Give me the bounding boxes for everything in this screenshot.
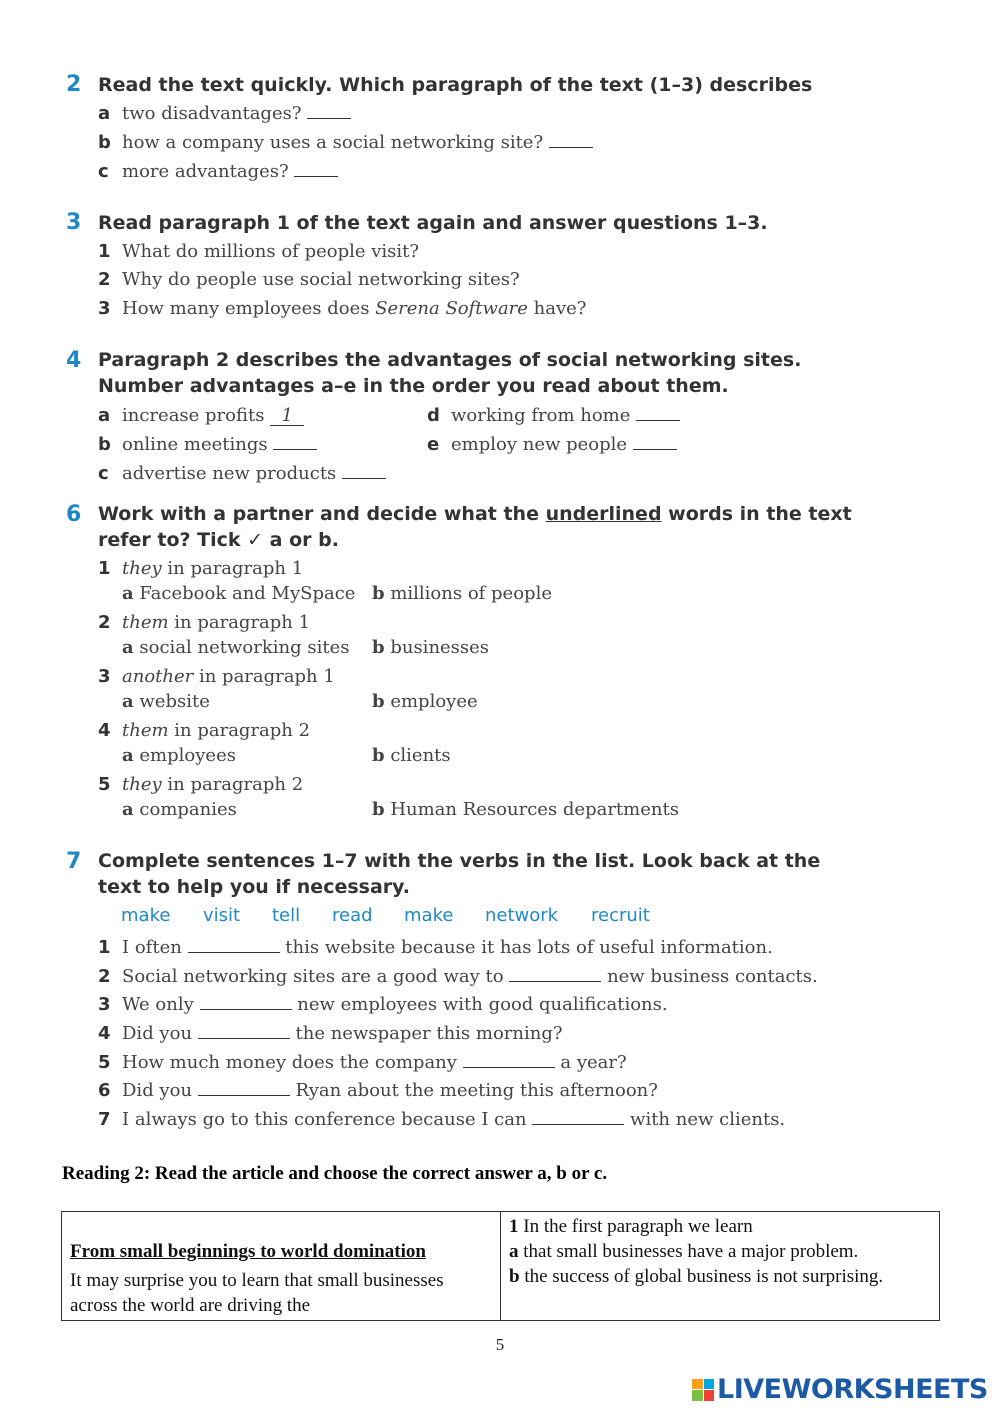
verb-list-item: tell	[272, 905, 301, 926]
ex6-item-5-option-a[interactable]: a companies	[122, 799, 237, 820]
question-cell	[501, 1212, 940, 1321]
ex2-item-c: c more advantages?	[98, 161, 338, 183]
answer-blank[interactable]	[273, 435, 317, 450]
ex4-item-b: b online meetings	[98, 434, 317, 456]
article-cell	[62, 1212, 501, 1321]
ex3-question-2: 2 Why do people use social networking sites?	[98, 269, 520, 290]
verb-list-item: recruit	[591, 905, 650, 926]
ex7-sentence-7: 7 I always go to this conference because I can with new clients.	[98, 1109, 786, 1130]
ex2-item-b: b how a company uses a social networking site?	[98, 132, 593, 154]
answer-blank[interactable]	[198, 1024, 290, 1039]
ex4-item-a: a increase profits 1	[98, 405, 304, 427]
ex6-item-2: 2 them in paragraph 1	[98, 612, 311, 633]
exercise-6-heading: Work with a partner and decide what the underlined words in the text refer to? Tick ✓ a or b.	[98, 503, 852, 551]
verb-list-item: read	[332, 905, 373, 926]
answer-blank[interactable]	[549, 133, 593, 148]
verb-list-item: visit	[203, 905, 241, 926]
ex6-item-1-option-a[interactable]: a Facebook and MySpace	[122, 583, 356, 604]
answer-blank[interactable]	[342, 464, 386, 479]
ex6-item-2-option-b[interactable]: b businesses	[372, 637, 490, 658]
ex4-item-c: c advertise new products	[98, 463, 386, 485]
answer-blank[interactable]	[188, 938, 280, 953]
ex7-sentence-6: 6 Did you Ryan about the meeting this afternoon?	[98, 1080, 658, 1101]
answer-blank[interactable]	[307, 104, 351, 119]
answer-blank[interactable]	[633, 435, 677, 450]
question-1-option-a[interactable]: a that small businesses have a major problem.	[509, 1241, 859, 1262]
exercise-2-heading: Read the text quickly. Which paragraph of the text (1–3) describes	[98, 74, 813, 96]
reading-2-instruction: Reading 2: Read the article and choose the correct answer a, b or c.	[62, 1163, 608, 1184]
ex6-item-5: 5 they in paragraph 2	[98, 774, 304, 795]
ex6-item-5-option-b[interactable]: b Human Resources departments	[372, 799, 679, 820]
exercise-4-number: 4	[66, 348, 82, 373]
ex7-sentence-4: 4 Did you the newspaper this morning?	[98, 1023, 563, 1044]
question-1: 1 In the first paragraph we learn	[509, 1216, 753, 1237]
answer-blank[interactable]	[198, 1081, 290, 1096]
answer-blank[interactable]	[509, 967, 601, 982]
exercise-6-number: 6	[66, 502, 82, 527]
exercise-3-heading: Read paragraph 1 of the text again and answer questions 1–3.	[98, 212, 768, 234]
answer-blank[interactable]	[200, 995, 292, 1010]
ex7-sentence-1: 1 I often this website because it has lots of useful information.	[98, 937, 773, 958]
ex6-item-3: 3 another in paragraph 1	[98, 666, 335, 687]
ex6-item-4: 4 them in paragraph 2	[98, 720, 311, 741]
ex6-item-3-option-b[interactable]: b employee	[372, 691, 478, 712]
answer-blank[interactable]	[532, 1110, 624, 1125]
answer-blank[interactable]	[294, 162, 338, 177]
verb-list-item: make	[121, 905, 171, 926]
ex2-item-a: a two disadvantages?	[98, 103, 351, 125]
ex4-item-d: d working from home	[427, 405, 680, 427]
ex6-item-4-option-b[interactable]: b clients	[372, 745, 451, 766]
ex4-item-e: e employ new people	[427, 434, 677, 456]
ex6-item-1-option-b[interactable]: b millions of people	[372, 583, 552, 604]
ex6-item-4-option-a[interactable]: a employees	[122, 745, 236, 766]
ex3-question-1: 1 What do millions of people visit?	[98, 241, 420, 262]
answer-blank[interactable]	[463, 1053, 555, 1068]
answer-filled[interactable]: 1	[270, 407, 304, 426]
exercise-7-number: 7	[66, 849, 82, 874]
ex3-question-3: 3 How many employees does Serena Software have?	[98, 298, 587, 319]
answer-blank[interactable]	[636, 406, 680, 421]
article-title: From small beginnings to world domination	[70, 1241, 426, 1262]
exercise-4-heading: Paragraph 2 describes the advantages of social networking sites. Number advantages a–e in the order you read about them.	[98, 349, 802, 397]
ex6-item-2-option-a[interactable]: a social networking sites	[122, 637, 350, 658]
verb-list-item: network	[485, 905, 559, 926]
logo-icon	[692, 1379, 714, 1401]
ex7-sentence-3: 3 We only new employees with good qualifications.	[98, 994, 668, 1015]
page-number: 5	[495, 1335, 505, 1354]
exercise-2-number: 2	[66, 72, 82, 97]
liveworksheets-logo: LIVEWORKSHEETS	[692, 1374, 988, 1405]
verb-list-item: make	[404, 905, 454, 926]
exercise-3-number: 3	[66, 210, 82, 235]
article-text: It may surprise you to learn that small businesses across the world are driving the	[70, 1270, 444, 1316]
exercise-7-heading: Complete sentences 1–7 with the verbs in the list. Look back at the text to help you if necessary.	[98, 850, 821, 898]
reading-2-table	[61, 1211, 940, 1321]
ex6-item-3-option-a[interactable]: a website	[122, 691, 210, 712]
ex6-item-1: 1 they in paragraph 1	[98, 558, 304, 579]
ex7-sentence-2: 2 Social networking sites are a good way to new business contacts.	[98, 966, 818, 987]
question-1-option-b[interactable]: b the success of global business is not surprising.	[509, 1266, 884, 1287]
ex7-sentence-5: 5 How much money does the company a year?	[98, 1052, 627, 1073]
